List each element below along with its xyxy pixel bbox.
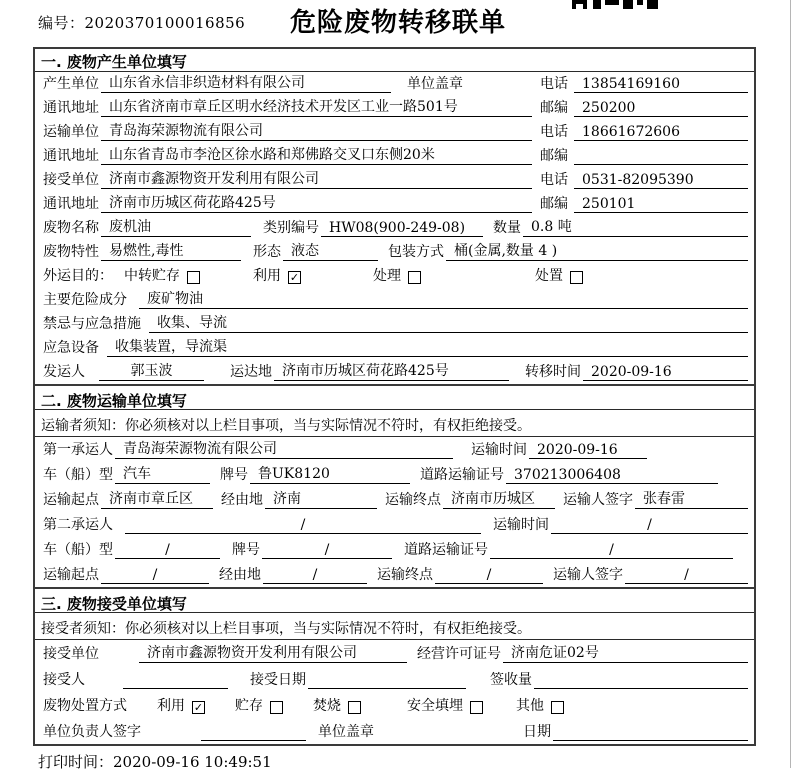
option-label: 利用: [253, 268, 281, 284]
phone-label: 电话: [540, 76, 568, 92]
transporter-label: 运输单位: [43, 124, 99, 140]
transporter-row: [35, 120, 754, 144]
manifest-form: [33, 47, 756, 746]
waste-property-label: 废物特性: [43, 244, 99, 260]
checkbox-icon: [408, 271, 421, 284]
accept-date-value: [308, 672, 466, 689]
option-label: 焚烧: [313, 698, 341, 714]
disposal-option-other: [516, 695, 564, 715]
route-start-value: /: [101, 567, 209, 584]
zip-label: 邮编: [540, 196, 568, 212]
route-start-label: 运输起点: [43, 492, 99, 508]
plate-label: 牌号: [220, 467, 248, 483]
license-number-label: 经营许可证号: [417, 646, 501, 662]
road-permit-value: /: [490, 542, 733, 559]
acceptor-value: [123, 672, 228, 689]
road-permit-label: 道路运输证号: [420, 467, 504, 483]
waste-name-label: 废物名称: [43, 220, 99, 236]
receiver-phone-value: 0531-82095390: [574, 172, 748, 189]
unit-seal-label: 单位盖章: [407, 76, 463, 92]
vehicle2-row: [35, 537, 754, 562]
vehicle-type-value: /: [115, 542, 220, 559]
first-carrier-row: [35, 437, 754, 462]
transporter-phone-value: 18661672606: [574, 124, 748, 141]
physical-form-value: 液态: [283, 240, 378, 261]
page-title: 危险废物转移联单: [289, 8, 506, 38]
accepting-unit-row: [35, 640, 754, 666]
zip-label: 邮编: [540, 148, 568, 164]
via-value: 济南: [265, 488, 377, 509]
receiver-row: [35, 168, 754, 192]
option-label: 处理: [373, 268, 401, 284]
vehicle1-row: [35, 462, 754, 487]
emergency-measures-value: 收集、导流: [149, 312, 748, 333]
transfer-time-value: 2020-09-16: [583, 364, 748, 381]
date-value: [553, 724, 748, 741]
checkbox-mark: ✓: [193, 701, 204, 714]
waste-property-value: 易燃性,毒性: [101, 240, 241, 261]
first-carrier-value: 青岛海荣源物流有限公司: [115, 438, 453, 459]
second-carrier-row: [35, 512, 754, 537]
purpose-option-storage: [124, 265, 200, 285]
transporter-zip-value: [574, 148, 748, 165]
quantity-value: 0.8 吨: [523, 216, 748, 237]
responsible-signature-value: [201, 724, 306, 741]
route-start-value: 济南市章丘区: [101, 488, 213, 509]
qr-code-fragment-icon: [572, 0, 658, 9]
hazard-component-label: 主要危险成分: [43, 292, 127, 308]
via-label: 经由地: [221, 492, 263, 508]
serial-label: 编号：: [38, 14, 85, 32]
print-time: [38, 751, 272, 772]
checkbox-mark: ✓: [289, 271, 300, 284]
transporter-address-row: [35, 144, 754, 168]
route-end-label: 运输终点: [377, 567, 433, 583]
plate-value: /: [262, 542, 392, 559]
receiver-address-value: 济南市历城区荷花路425号: [101, 192, 532, 213]
section3-header: 三. 废物接受单位填写: [35, 587, 754, 613]
producer-address-row: [35, 96, 754, 120]
transfer-time-label: 转移时间: [525, 364, 581, 380]
second-carrier-label: 第二承运人: [43, 517, 113, 533]
disposal-option-utilize: [157, 695, 205, 715]
first-carrier-label: 第一承运人: [43, 442, 113, 458]
responsible-signature-label: 单位负责人签字: [43, 724, 141, 740]
phone-label: 电话: [540, 172, 568, 188]
destination-value: 济南市历城区荷花路425号: [274, 360, 509, 381]
receiver-value: 济南市鑫源物资开发利用有限公司: [101, 168, 532, 189]
transporter-address-value: 山东省青岛市李沧区徐水路和郑佛路交叉口东侧20米: [101, 144, 532, 165]
receiver-notice: 接受者须知：你必须核对以上栏目事项，当与实际情况不符时，有权拒绝接受。: [35, 613, 754, 640]
transport-time-label: 运输时间: [493, 517, 549, 533]
route-start-label: 运输起点: [43, 567, 99, 583]
waste-property-row: [35, 240, 754, 264]
via-label: 经由地: [219, 567, 261, 583]
acceptor-label: 接受人: [43, 672, 85, 688]
vehicle-type-value: 汽车: [115, 463, 210, 484]
carrier-signature-label: 运输人签字: [553, 567, 623, 583]
category-code-value: HW08(900-249-08): [321, 220, 483, 237]
checkbox-icon: [470, 701, 483, 714]
emergency-equipment-value: 收集装置，导流渠: [107, 336, 748, 357]
received-quantity-label: 签收量: [490, 672, 532, 688]
section1-header: 一. 废物产生单位填写: [35, 49, 754, 72]
transfer-purpose-row: [35, 264, 754, 288]
packing-label: 包装方式: [388, 244, 444, 260]
waste-name-row: [35, 216, 754, 240]
receiver-zip-value: 250101: [574, 196, 748, 213]
vehicle-type-label: 车（船）型: [43, 467, 113, 483]
via-value: /: [263, 567, 367, 584]
plate-label: 牌号: [232, 542, 260, 558]
serial-value: 2020370100016856: [84, 14, 246, 32]
producer-value: 山东省永信非织造材料有限公司: [101, 72, 391, 93]
transporter-value: 青岛海荣源物流有限公司: [101, 120, 532, 141]
packing-value: 桶(金属,数量 4 ): [446, 240, 748, 261]
category-code-label: 类别编号: [263, 220, 319, 236]
producer-row: [35, 72, 754, 96]
checkbox-checked-icon: [288, 271, 301, 284]
print-time-label: 打印时间：: [38, 753, 114, 771]
transport-time-label: 运输时间: [471, 442, 527, 458]
address-label: 通讯地址: [43, 100, 99, 116]
disposal-method-label: 废物处置方式: [43, 698, 127, 714]
receiver-label: 接受单位: [43, 172, 99, 188]
checkbox-icon: [348, 701, 361, 714]
hazard-component-row: [35, 288, 754, 312]
disposal-method-row: [35, 692, 754, 718]
transporter-notice: 运输者须知：你必须核对以上栏目事项，当与实际情况不符时，有权拒绝接受。: [35, 410, 754, 437]
option-label: 中转贮存: [124, 268, 180, 284]
phone-label: 电话: [540, 124, 568, 140]
emergency-equipment-label: 应急设备: [43, 340, 99, 356]
second-carrier-value: /: [125, 517, 481, 534]
quantity-label: 数量: [493, 220, 521, 236]
date-label: 日期: [523, 724, 551, 740]
accept-date-label: 接受日期: [250, 672, 306, 688]
print-time-value: 2020-09-16 10:49:51: [113, 753, 272, 771]
address-label: 通讯地址: [43, 148, 99, 164]
purpose-option-dispose: [535, 265, 583, 285]
emergency-measures-row: [35, 312, 754, 336]
page-right-border: [790, 0, 791, 768]
dispatcher-label: 发运人: [43, 364, 85, 380]
checkbox-checked-icon: [192, 701, 205, 714]
purpose-option-utilize: [253, 265, 301, 285]
checkbox-icon: [270, 701, 283, 714]
producer-address-value: 山东省济南市章丘区明水经济技术开发区工业一路501号: [101, 96, 532, 117]
physical-form-label: 形态: [253, 244, 281, 260]
producer-phone-value: 13854169160: [574, 76, 748, 93]
road-permit-label: 道路运输证号: [404, 542, 488, 558]
hazard-component-value: 废矿物油: [139, 288, 748, 309]
unit-seal-label: 单位盖章: [318, 724, 374, 740]
transport-time-value: /: [551, 517, 748, 534]
route-end-label: 运输终点: [385, 492, 441, 508]
received-quantity-value: [534, 672, 748, 689]
zip-label: 邮编: [540, 100, 568, 116]
option-label: 贮存: [235, 698, 263, 714]
dispatcher-value: 郭玉波: [99, 360, 204, 381]
option-label: 其他: [516, 698, 544, 714]
emergency-measures-label: 禁忌与应急措施: [43, 316, 141, 332]
option-label: 安全填埋: [407, 698, 463, 714]
emergency-equipment-row: [35, 336, 754, 360]
receiver-address-row: [35, 192, 754, 216]
waste-name-value: 废机油: [101, 216, 251, 237]
transport-time-value: 2020-09-16: [529, 442, 647, 459]
purpose-option-treat: [373, 265, 421, 285]
option-label: 利用: [157, 698, 185, 714]
accepting-unit-value: 济南市鑫源物资开发利用有限公司: [139, 642, 407, 663]
checkbox-icon: [187, 271, 200, 284]
producer-zip-value: 250200: [574, 100, 748, 117]
destination-label: 运达地: [230, 364, 272, 380]
checkbox-icon: [570, 271, 583, 284]
producer-label: 产生单位: [43, 76, 99, 92]
accepting-unit-label: 接受单位: [43, 646, 99, 662]
disposal-option-storage: [235, 695, 283, 715]
route-end-value: /: [435, 567, 543, 584]
acceptor-row: [35, 666, 754, 692]
carrier-signature-value: /: [625, 567, 748, 584]
disposal-option-incinerate: [313, 695, 361, 715]
vehicle-type-label: 车（船）型: [43, 542, 113, 558]
route2-row: [35, 562, 754, 587]
road-permit-value: 370213006408: [506, 467, 718, 484]
carrier-signature-value: 张春雷: [635, 488, 748, 509]
option-label: 处置: [535, 268, 563, 284]
checkbox-icon: [551, 701, 564, 714]
responsible-signature-row: [35, 718, 754, 744]
address-label: 通讯地址: [43, 196, 99, 212]
section2-header: 二. 废物运输单位填写: [35, 384, 754, 410]
dispatch-row: [35, 360, 754, 384]
route1-row: [35, 487, 754, 512]
transfer-purpose-label: 外运目的：: [43, 268, 113, 284]
route-end-value: 济南市历城区: [443, 488, 555, 509]
license-number-value: 济南危证02号: [503, 642, 748, 663]
disposal-option-landfill: [407, 695, 483, 715]
carrier-signature-label: 运输人签字: [563, 492, 633, 508]
plate-value: 鲁UK8120: [250, 463, 410, 484]
